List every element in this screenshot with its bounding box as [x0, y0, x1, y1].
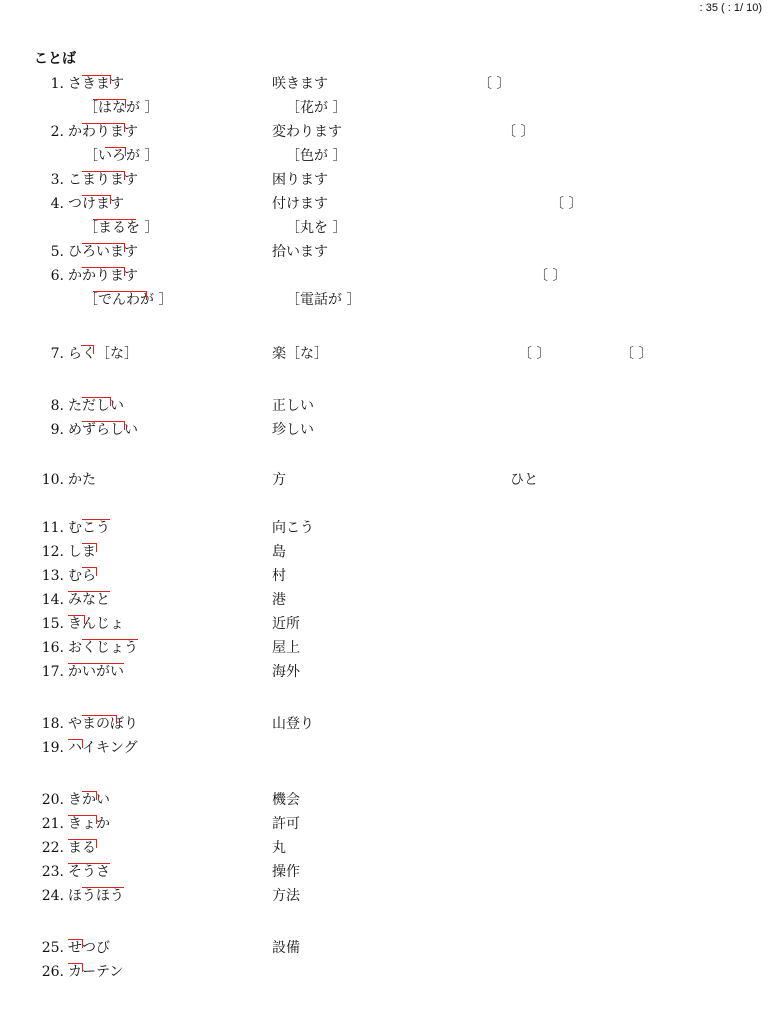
pitch-accent-mark [68, 615, 85, 624]
item-number: 14. [41, 592, 64, 608]
kanji-form: 港 [272, 592, 286, 608]
page-header-meta: : 35 ( : 1/ 10) [699, 2, 762, 14]
pitch-accent-mark [82, 195, 111, 204]
pitch-accent-mark [105, 147, 126, 156]
item-number: 15. [41, 616, 64, 632]
pitch-accent-mark [68, 939, 83, 948]
kanji-form: 屋上 [272, 640, 300, 656]
kanji-form: 近所 [272, 616, 300, 632]
kanji-form: 楽［な］ [272, 346, 328, 362]
kana-reading: きょか [68, 816, 110, 832]
kana-reading: ひろいます [68, 244, 138, 260]
blank-bracket: ひと [510, 472, 538, 488]
kanji-form: 付けます [272, 196, 328, 212]
particle-reading: ［はなが ］ [84, 100, 159, 116]
blank-bracket: 〔 〕 [478, 76, 511, 92]
item-number: 2. [50, 124, 64, 140]
kana-reading: せつび [68, 940, 110, 956]
blank-bracket: 〔 〕 [518, 346, 551, 362]
kanji-form: 設備 [272, 940, 300, 956]
item-number: 24. [41, 888, 64, 904]
particle-kanji: ［色が ］ [286, 148, 347, 164]
kana-reading: むら [68, 568, 96, 584]
kanji-form: 咲きます [272, 76, 328, 92]
kana-reading: めずらしい [68, 422, 138, 438]
kana-reading: らく［な］ [68, 346, 138, 362]
kanji-form: 困ります [272, 172, 328, 188]
pitch-accent-mark [82, 791, 97, 800]
kana-reading: きかい [68, 792, 110, 808]
pitch-accent-mark [82, 267, 125, 276]
pitch-accent-mark [81, 345, 95, 354]
pitch-accent-mark [82, 171, 125, 180]
kanji-form: 許可 [272, 816, 300, 832]
item-number: 16. [41, 640, 64, 656]
item-number: 26. [41, 964, 64, 980]
kanji-form: 機会 [272, 792, 300, 808]
item-number: 22. [41, 840, 64, 856]
kana-reading: カーテン [68, 964, 124, 980]
kana-reading: ただしい [68, 398, 124, 414]
blank-bracket: 〔 〕 [550, 196, 583, 212]
pitch-accent-mark [93, 219, 136, 228]
pitch-accent-mark [82, 519, 110, 528]
item-number: 20. [41, 792, 64, 808]
particle-reading: ［でんわが ］ [84, 292, 173, 308]
item-number: 23. [41, 864, 64, 880]
kana-reading: かわります [68, 124, 138, 140]
kana-reading: きんじょ [68, 616, 124, 632]
pitch-accent-mark [82, 639, 138, 648]
kanji-form: 山登り [272, 716, 314, 732]
item-number: 17. [41, 664, 64, 680]
item-number: 6. [50, 268, 64, 284]
kana-reading: みなと [68, 592, 110, 608]
item-number: 21. [41, 816, 64, 832]
blank-bracket: 〔 〕 [620, 346, 653, 362]
kanji-form: 丸 [272, 840, 286, 856]
pitch-accent-mark [68, 839, 97, 848]
pitch-accent-mark [93, 291, 147, 300]
pitch-accent-mark [68, 963, 83, 972]
pitch-accent-mark [68, 663, 124, 672]
kana-reading: さきます [68, 76, 124, 92]
pitch-accent-mark [68, 739, 83, 748]
pitch-accent-mark [82, 123, 125, 132]
kanji-form: 拾います [272, 244, 328, 260]
item-number: 10. [41, 472, 64, 488]
kana-reading: むこう [68, 520, 110, 536]
item-number: 11. [41, 520, 64, 536]
section-title: ことば [34, 51, 76, 67]
pitch-accent-mark [68, 863, 110, 872]
item-number: 4. [50, 196, 64, 212]
item-number: 19. [41, 740, 64, 756]
particle-reading: ［いろが ］ [84, 148, 159, 164]
kanji-form: 向こう [272, 520, 314, 536]
item-number: 7. [50, 346, 64, 362]
kanji-form: 島 [272, 544, 286, 560]
blank-bracket: 〔 〕 [534, 268, 567, 284]
pitch-accent-mark [82, 887, 124, 896]
kana-reading: やまのぼり [68, 716, 138, 732]
particle-kanji: ［花が ］ [286, 100, 347, 116]
pitch-accent-mark [82, 397, 111, 406]
item-number: 12. [41, 544, 64, 560]
pitch-accent-mark [82, 543, 97, 552]
kanji-form: 海外 [272, 664, 300, 680]
pitch-accent-mark [68, 591, 110, 600]
kana-reading: しま [68, 544, 96, 560]
item-number: 3. [50, 172, 64, 188]
item-number: 8. [50, 398, 64, 414]
kana-reading: まる [68, 840, 96, 856]
kanji-form: 方 [272, 472, 286, 488]
item-number: 5. [50, 244, 64, 260]
kana-reading: こまります [68, 172, 138, 188]
kana-reading: かいがい [68, 664, 124, 680]
pitch-accent-mark [82, 75, 111, 84]
kana-reading: おくじょう [68, 640, 138, 656]
pitch-accent-mark [68, 815, 97, 824]
kanji-form: 正しい [272, 398, 314, 414]
pitch-accent-mark [82, 567, 97, 576]
kana-reading: つけます [68, 196, 124, 212]
item-number: 1. [50, 76, 64, 92]
item-number: 25. [41, 940, 64, 956]
kanji-form: 珍しい [272, 422, 314, 438]
item-number: 13. [41, 568, 64, 584]
kana-reading: そうさ [68, 864, 110, 880]
pitch-accent-mark [82, 421, 125, 430]
kana-reading: ほうほう [68, 888, 124, 904]
item-number: 18. [41, 716, 64, 732]
item-number: 9. [50, 422, 64, 438]
kanji-form: 変わります [272, 124, 342, 140]
particle-kanji: ［丸を ］ [286, 220, 347, 236]
blank-bracket: 〔 〕 [502, 124, 535, 140]
kana-reading: かかります [68, 268, 138, 284]
pitch-accent-mark [82, 243, 125, 252]
kana-reading: ハイキング [68, 740, 138, 756]
kanji-form: 操作 [272, 864, 300, 880]
particle-kanji: ［電話が ］ [286, 292, 361, 308]
pitch-accent-mark [82, 715, 117, 724]
pitch-accent-mark [93, 99, 126, 108]
kanji-form: 村 [272, 568, 286, 584]
kanji-form: 方法 [272, 888, 300, 904]
particle-reading: ［まるを ］ [84, 220, 159, 236]
kana-reading: かた [68, 472, 96, 488]
